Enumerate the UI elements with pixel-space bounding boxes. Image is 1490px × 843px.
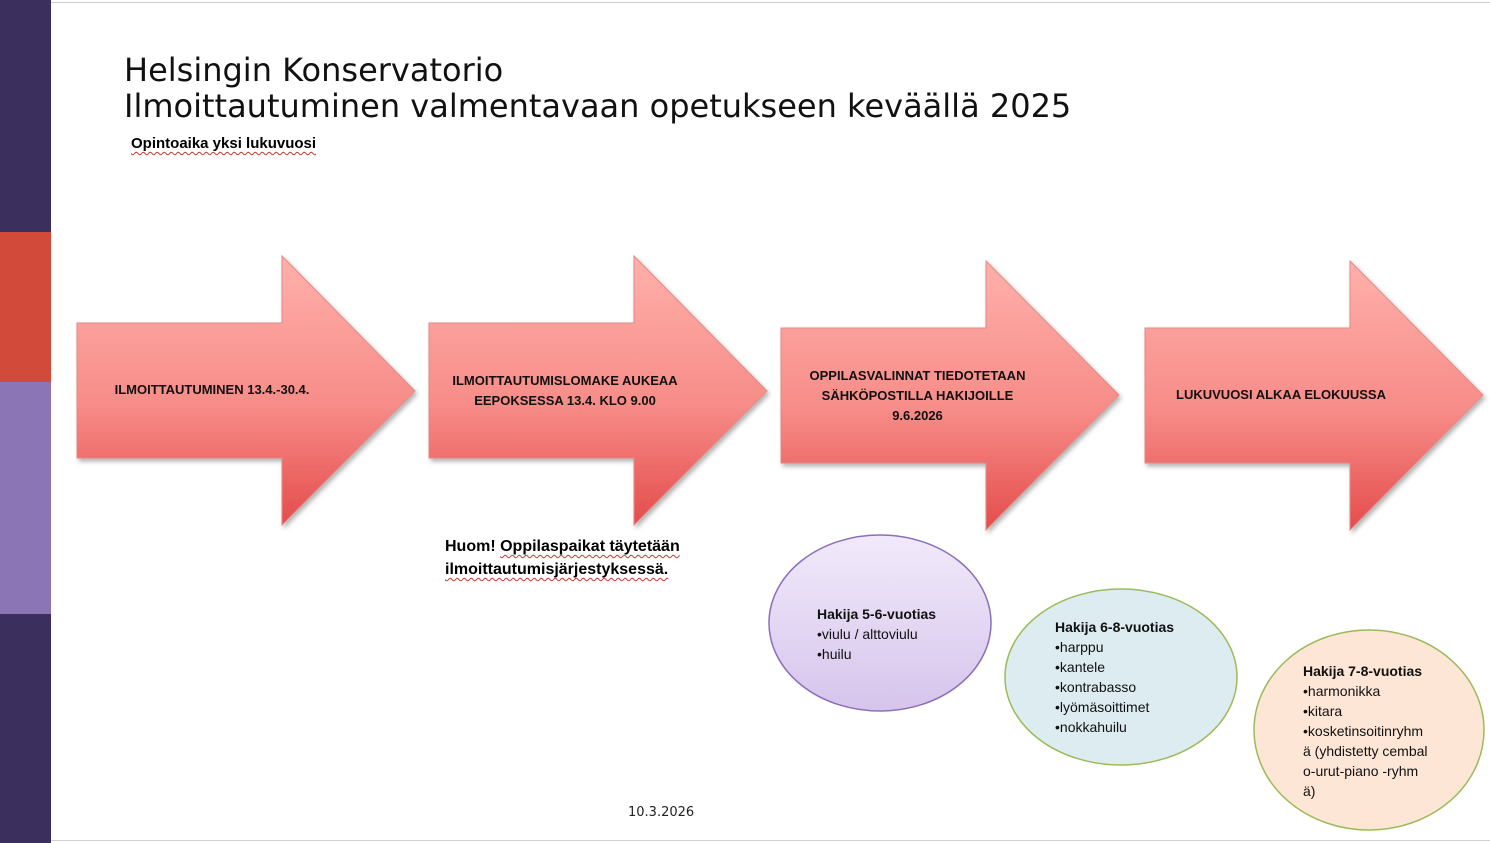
step-label-2: ILMOITTAUTUMISLOMAKE AUKEAA EEPOKSESSA 13.4. KLO 9.00 <box>452 373 678 408</box>
age-group-2 <box>1055 617 1215 737</box>
step-label-3: OPPILASVALINNAT TIEDOTETAAN SÄHKÖPOSTILLA HAKIJOILLE 9.6.2026 <box>809 368 1026 423</box>
list-item: • harppu <box>1055 637 1215 657</box>
title-line-1: Helsingin Konservatorio <box>124 51 504 89</box>
age-group-1-list <box>817 624 977 664</box>
age-group-1-heading: Hakija 5-6-vuotias <box>817 606 937 622</box>
note-line-2: ilmoittautumisjärjestyksessä. <box>445 561 669 578</box>
list-item: • viulu / alttoviulu <box>817 624 977 644</box>
age-group-1 <box>817 604 977 664</box>
list-item: • lyömäsoittimet <box>1055 697 1215 717</box>
step-label-1: ILMOITTAUTUMINEN 13.4.-30.4. <box>114 382 310 397</box>
footer-date: 10.3.2026 <box>628 805 695 820</box>
note-line-1: Oppilaspaikat täytetään <box>500 538 680 555</box>
title-line-2: Ilmoittautuminen valmentavaan opetukseen keväällä 2025 <box>124 87 1072 125</box>
age-group-2-heading: Hakija 6-8-vuotias <box>1055 619 1175 635</box>
list-item: • harmonikka <box>1303 681 1429 701</box>
age-group-3-list <box>1303 681 1429 801</box>
note-text <box>445 535 680 581</box>
age-group-2-list <box>1055 637 1215 737</box>
step-label-4: LUKUVUOSI ALKAA ELOKUUSSA <box>1176 387 1386 402</box>
subtitle: Opintoaika yksi lukuvuosi <box>131 135 317 152</box>
list-item: • kosketinsoitinryhmä (yhdistetty cembalo-urut-piano -ryhmä) <box>1303 721 1429 801</box>
list-item: • kantele <box>1055 657 1215 677</box>
list-item: • nokkahuilu <box>1055 717 1215 737</box>
list-item: • kontrabasso <box>1055 677 1215 697</box>
list-item: • kitara <box>1303 701 1429 721</box>
age-group-3 <box>1303 661 1429 801</box>
note-prefix: Huom! <box>445 538 501 555</box>
age-group-3-heading: Hakija 7-8-vuotias <box>1303 663 1423 679</box>
list-item: • huilu <box>817 644 977 664</box>
